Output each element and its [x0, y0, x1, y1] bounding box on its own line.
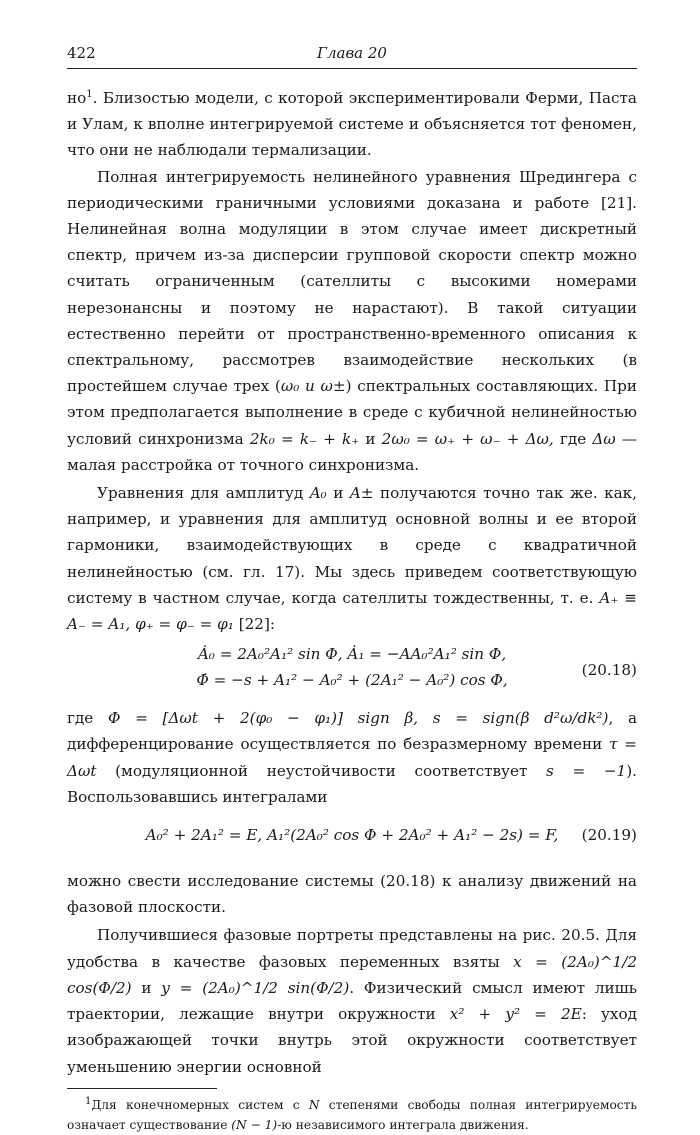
- header-rule: [67, 68, 637, 69]
- paragraph-2: [67, 164, 637, 478]
- paragraph-1: [67, 85, 637, 164]
- main-text: [67, 85, 637, 1080]
- math-sync-omega: 2ω₀ = ω₊ + ω₋ + Δω,: [381, 429, 554, 448]
- paragraph-4: [67, 705, 637, 810]
- p6-text-b: и: [131, 978, 162, 997]
- footnote-text-a: Для конечномерных систем с: [91, 1097, 309, 1112]
- math-sync-k: 2k₀ = k₋ + k₊: [249, 429, 360, 448]
- p2-text-c: и: [359, 429, 382, 448]
- p4-text-a: где: [67, 709, 108, 728]
- math-s: s = −1: [546, 761, 627, 780]
- math-phi-def: Φ = [Δωt + 2(φ₀ − φ₁)] sign β, s = sign(β d²ω/dk²): [107, 709, 609, 728]
- p2-text-a: Полная интегрируемость нелинейного уравнения Шредингера с периодическими граничными условиями доказана и работе [21]. Нелинейная волна модуляции в этом случае имеет дискретный спектр, причем из-за дисперсии групповой скорости спектр можно считать ограниченным (сателлиты с высокими номерами нерезонансны и поэтому не нарастают). В такой ситуации естественно перейти от пространственно-временного описания к спектральному, рассмотрев взаимодействие нескольких (в простейшем случае трех (: [67, 167, 637, 396]
- equation-line: Φ̇ = −s + A₁² − A₀² + (2A₁² − A₀²) cos Φ,: [196, 671, 508, 690]
- p6-text-c: . Физический смысл имеют лишь траектории, лежащие внутри окружности: [67, 978, 637, 1024]
- page-number: 422: [67, 44, 96, 62]
- paragraph-6: [67, 922, 637, 1079]
- footnote-mark: 1: [85, 1095, 92, 1107]
- paragraph-5: [67, 868, 637, 920]
- math-a0: A₀: [309, 484, 327, 503]
- running-head: Глава 20: [317, 44, 387, 62]
- footnote-marker: 1: [86, 88, 93, 100]
- equation-20-19: [67, 822, 637, 862]
- paragraph-3: [67, 480, 637, 637]
- math-circle: x² + y² = 2E: [449, 1005, 582, 1024]
- p3-text-d: [22]:: [233, 615, 275, 634]
- page-header: [67, 44, 637, 66]
- book-page: [67, 44, 637, 1135]
- math-n-minus-1: (N − 1): [231, 1117, 278, 1132]
- p2-text-e: — малая расстройка от точного синхронизма.: [67, 429, 638, 474]
- equation-20-18: [67, 641, 637, 699]
- equation-line: Ȧ₀ = 2A₀²A₁² sin Φ, Ȧ₁ = −AA₀²A₁² sin Φ,: [197, 645, 507, 664]
- p1-text-b: . Близостью модели, с которой экспериментировали Ферми, Паста и Улам, к вполне интегрируемой системе и объясняется тот феномен, что они не наблюдали термализации.: [67, 89, 637, 160]
- math-apm: A±: [349, 484, 374, 503]
- footnote: [67, 1095, 637, 1135]
- p4-text-d: ). Воспользовавшись интегралами: [67, 761, 637, 806]
- p2-text-d: где: [553, 429, 593, 448]
- math-x: x = (2A₀)^1/2 cos(Φ/2): [67, 952, 637, 997]
- math-n: N: [308, 1097, 320, 1112]
- math-satellites: A₊ ≡ A₋ = A₁, φ₊ = φ₋ = φ₁: [67, 588, 637, 634]
- equation-tag: (20.18): [581, 661, 637, 680]
- p4-text-b: , а дифференцирование осуществляется по безразмерному времени: [67, 709, 638, 754]
- math-y: y = (2A₀)^1/2 sin(Φ/2): [161, 978, 350, 997]
- equation-tag: (20.19): [581, 826, 637, 845]
- footnote-text-c: -ю независимого интеграла движения.: [277, 1117, 529, 1132]
- p1-text-a: но: [67, 89, 87, 107]
- p5-text-a: можно свести исследование системы (20.18) к анализу движений на фазовой плоскости.: [67, 872, 637, 917]
- math-delta-omega: Δω: [592, 429, 616, 448]
- p2-text-b: ) спектральных составляющих. При этом предполагается выполнение в среде с кубичной нелинейностью условий синхронизма: [67, 377, 637, 448]
- p3-text-a: Уравнения для амплитуд: [97, 484, 310, 503]
- p3-text-c: получаются точно так же. как, например, и уравнения для амплитуд основной волны и ее второй гармоники, взаимодействующих в среде с квадратичной нелинейностью (см. гл. 17). Мы здесь приведем соответствующую систему в частном случае, когда сателлиты тождественны, т. е.: [67, 484, 637, 607]
- p4-text-c: (модуляционной неустойчивости соответствует: [96, 761, 547, 780]
- math-tau: τ = Δωt: [67, 735, 637, 780]
- math-omega: ω₀ и ω±: [280, 377, 346, 396]
- footnote-rule: [67, 1088, 217, 1089]
- equation-line: A₀² + 2A₁² = E, A₁²(2A₀² cos Φ + 2A₀² + A₁² − 2s) = F,: [145, 826, 559, 845]
- p3-text-b: и: [326, 484, 350, 503]
- footnote-text-b: степенями свободы полная интегрируемость означает существование: [67, 1097, 637, 1132]
- p6-text-a: Получившиеся фазовые портреты представлены на рис. 20.5. Для удобства в качестве фазовых переменных взяты: [67, 926, 637, 971]
- p6-text-d: : уход изображающей точки внутрь этой окружности соответствует уменьшению энергии основной: [67, 1005, 637, 1076]
